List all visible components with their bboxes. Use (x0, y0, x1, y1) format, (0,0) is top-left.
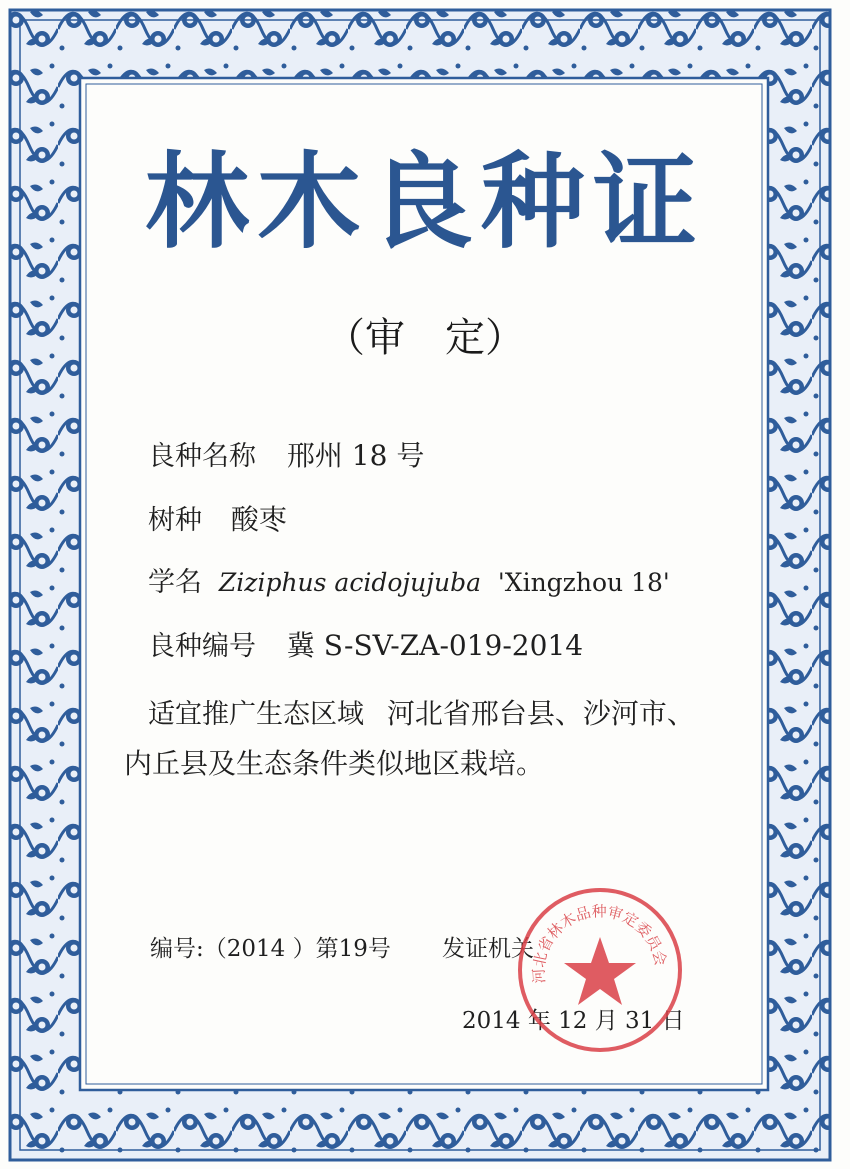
scientific-name-row (148, 568, 670, 596)
species-row (148, 503, 287, 536)
official-seal-stamp (515, 885, 685, 1055)
issuer-label: 发证机关 (442, 936, 534, 962)
certificate-subtitle: （审 定） (325, 315, 525, 361)
species-label: 树种 (148, 505, 202, 536)
variety-number-value: 冀 S-SV-ZA-019-2014 (286, 629, 584, 662)
suitable-region-label: 适宜推广生态区域 (148, 699, 364, 730)
suitable-region-value-line1: 河北省邢台县、沙河市、 (386, 697, 695, 730)
suitable-region-row (148, 697, 695, 730)
scientific-name-latin: Ziziphus acidojujuba (218, 568, 481, 597)
serial-number: 编号:（2014 ）第19号 (150, 936, 391, 962)
svg-text:河北省林木品种审定委员会: 河北省林木品种审定委员会 (529, 902, 670, 984)
star-icon (564, 937, 636, 1005)
scientific-name-label: 学名 (148, 567, 202, 598)
variety-number-label: 良种编号 (148, 631, 256, 662)
issue-date: 2014 年 12 月 31 日 (462, 1008, 685, 1034)
variety-name-value: 邢州 18 号 (286, 439, 425, 472)
certificate-title: 林木良种证 (144, 141, 705, 263)
variety-name-row (148, 439, 425, 472)
variety-name-label: 良种名称 (148, 441, 256, 472)
species-value: 酸枣 (230, 503, 287, 536)
suitable-region-value-line2: 内丘县及生态条件类似地区栽培。 (124, 747, 545, 780)
suitable-region-line2-row (124, 747, 545, 780)
variety-number-row (148, 629, 584, 662)
scientific-name-cultivar: 'Xingzhou 18' (497, 568, 670, 597)
